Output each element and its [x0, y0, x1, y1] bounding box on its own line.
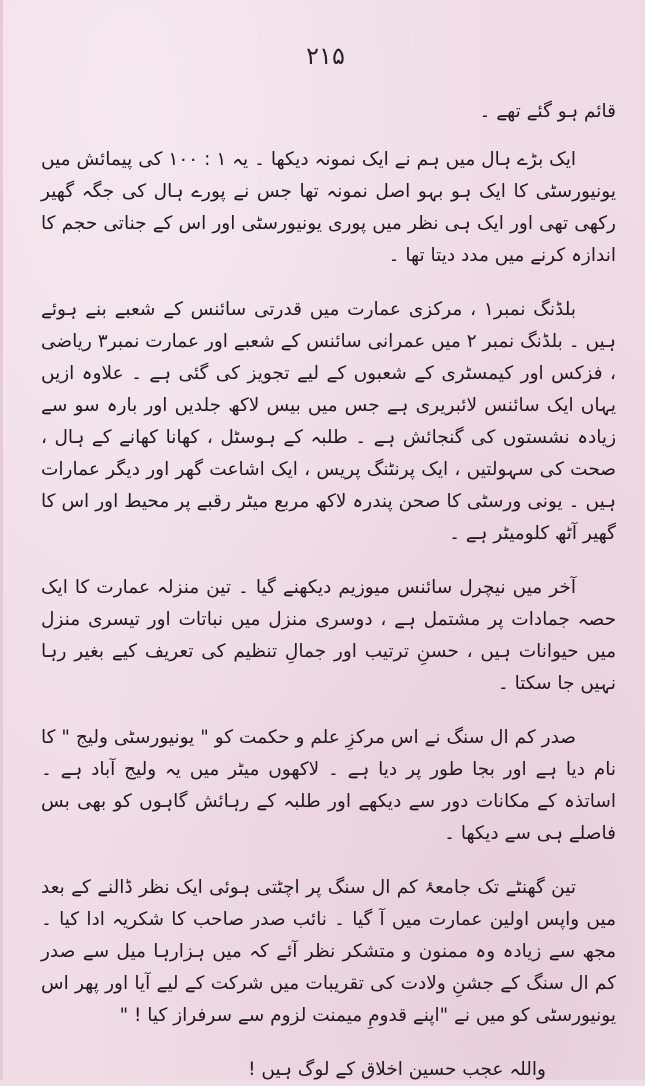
paragraph-7: واللہ عجب حسین اخلاق کے لوگ ہیں ! — [248, 1059, 546, 1080]
paragraph-1: قائم ہو گئے تھے ۔ — [479, 101, 616, 122]
paragraph-3: بلڈنگ نمبر۱ ، مرکزی عمارت میں قدرتی سائنس کے شعبے بنے ہوئے ہیں ۔ بلڈنگ نمبر ۲ میں عمرانی سائنس کے شعبے اور عمارت نمبر۳ ریاضی ، فزکس اور کیمسٹری کے شعبوں کے لیے تجویز کی گئی ہے ۔ علاوہ ازیں یہاں ایک سائنس لائبریری ہے جس میں بیس لاکھ جلدیں اور بارہ سو سے زیادہ نشستوں کی گنجائش ہے ۔ طلبہ کے ہوسٹل ، کھانا کھانے کے ہال ، صحت کی سہولتیں ، ایک پرنٹنگ پریس ، ایک اشاعت گھر اور دیگر عمارات ہیں ۔ یونی ورسٹی کا صحن پندرہ لاکھ مربع میٹر رقبے پر محیط اور اس کا گھیر آٹھ کلومیٹر ہے ۔ — [41, 299, 616, 544]
paragraph-2: ایک بڑے ہال میں ہم نے ایک نمونہ دیکھا ۔ یہ ۱ : ۱۰۰ کی پیمائش میں یونیورسٹی کا ایک ہو بہو اصل نمونہ تھا جس نے پورے ہال کی جگہ گھیر رکھی تھی اور ایک ہی نظر میں پوری یونیورسٹی اور اس کے جناتی حجم کا اندازہ کرنے میں مدد دیتا تھا ۔ — [41, 149, 616, 266]
page-number: ۲۱۵ — [306, 42, 345, 70]
page-text-body — [41, 96, 616, 1086]
paragraph-5: صدر کم ال سنگ نے اس مرکزِ علم و حکمت کو " یونیورسٹی ولیج " کا نام دیا ہے اور بجا طور پر دیا ہے ۔ لاکھوں میٹر میں یہ ولیج آباد ہے ۔ اساتذہ کے مکانات دور سے دیکھے اور طلبہ کے رہائش گاہوں کو بھی بس فاصلے ہی سے دیکھا ۔ — [41, 727, 616, 844]
paragraph-6: تین گھنٹے تک جامعۂ کم ال سنگ پر اچٹتی ہوئی ایک نظر ڈالنے کے بعد میں واپس اولین عمارت میں آ گیا ۔ نائب صدر صاحب کا شکریہ ادا کیا ۔ مجھ سے زیادہ وہ ممنون و متشکر نظر آئے کہ میں ہزارہا میل سے صدر کم ال سنگ کے جشنِ ولادت کی تقریبات میں شرکت کے لیے آیا اور پھر اس یونیورسٹی کو میں نے "اپنے قدومِ میمنت لزوم سے سرفراز کیا ! " — [41, 877, 616, 1026]
paragraph-4: آخر میں نیچرل سائنس میوزیم دیکھنے گیا ۔ تین منزلہ عمارت کا ایک حصہ جمادات پر مشتمل ہے ، دوسری منزل میں نباتات اور تیسری منزل میں حیوانات ہیں ، حسنِ ترتیب اور جمالِ تنظیم کی تعریف کیے بغیر رہا نہیں جا سکتا ۔ — [41, 577, 616, 694]
